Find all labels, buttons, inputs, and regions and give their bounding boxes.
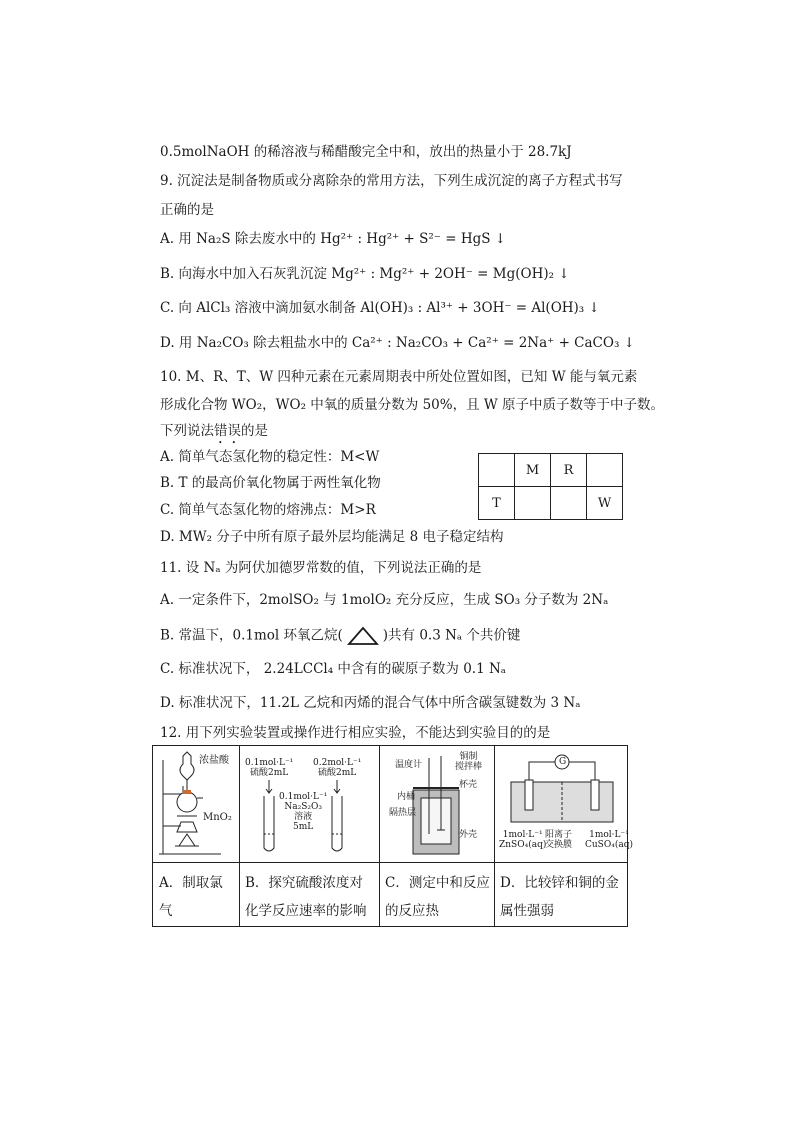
q9-stem-line1: 9. 沉淀法是制备物质或分离除杂的常用方法，下列生成沉淀的离子方程式书写 <box>160 173 623 189</box>
q11-option-d: D. 标准状况下，11.2L 乙烷和丙烯的混合气体中所含碳氢键数为 3 Nₐ <box>160 695 581 711</box>
caption-c: C．测定中和反应的反应热 <box>385 875 490 919</box>
label-lid: 杯壳 <box>459 780 478 790</box>
galvanometer-label: G <box>559 757 567 767</box>
cell <box>587 454 623 487</box>
q11-stem: 11. 设 Nₐ 为阿伏加德罗常数的值，下列说法正确的是 <box>160 560 482 576</box>
chlorine-generator-apparatus-icon <box>157 750 237 860</box>
q11-option-c: C. 标准状况下， 2.24LCCl₄ 中含有的碳原子数为 0.1 Nₐ <box>160 661 506 677</box>
cell <box>515 487 551 520</box>
ethylene-oxide-structure-icon <box>343 624 383 648</box>
q11-option-b: B. 常温下，0.1mol 环氧乙烷( )共有 0.3 Nₐ 个共价键 <box>160 624 520 648</box>
q10-option-b: B. T 的最高价氧化物属于两性氧化物 <box>160 475 381 491</box>
text-line-top: 0.5molNaOH 的稀溶液与稀醋酸完全中和，放出的热量小于 28.7kJ <box>160 144 572 160</box>
label-cuso4: 1mol·L⁻¹ CuSO₄(aq) <box>585 830 633 850</box>
q10-option-c: C. 简单气态氢化物的熔沸点：M>R <box>160 502 376 518</box>
q9-option-a: A. 用 Na₂S 除去废水中的 Hg²⁺ : Hg²⁺ + S²⁻ = HgS ↓ <box>160 231 507 247</box>
periodic-table-fragment <box>478 453 623 520</box>
cell-r: R <box>551 454 587 487</box>
label-stirrer: 铜制 搅拌棒 <box>455 752 483 772</box>
label-mno2: MnO₂ <box>203 812 232 823</box>
q12-stem: 12. 用下列实验装置或操作进行相应实验，不能达到实验目的的是 <box>160 725 551 741</box>
caption-a: A．制取氯气 <box>159 875 223 919</box>
cell-w: W <box>587 487 623 520</box>
caption-b: B．探究硫酸浓度对化学反应速率的影响 <box>245 875 367 919</box>
cell <box>551 487 587 520</box>
label-hcl: 浓盐酸 <box>199 755 229 766</box>
q10-stem-line2: 形成化合物 WO₂，WO₂ 中氧的质量分数为 50%，且 W 原子中质子数等于中子数。 <box>160 397 665 413</box>
q10-stem-line3: 下列说法错误的是 <box>160 423 268 439</box>
label-insulation: 隔热层 <box>389 808 417 818</box>
cell-m: M <box>515 454 551 487</box>
q10-option-d: D. MW₂ 分子中所有原子最外层均能满足 8 电子稳定结构 <box>160 529 504 545</box>
cell-t: T <box>479 487 515 520</box>
experiment-table <box>152 745 633 927</box>
label-acid-right: 0.2mol·L⁻¹ 硫酸2mL <box>313 758 362 778</box>
q10-stem-line1: 10. M、R、T、W 四种元素在元素周期表中所处位置如图，已知 W 能与氧元素 <box>160 369 638 385</box>
q11-option-a: A. 一定条件下，2molSO₂ 与 1molO₂ 充分反应，生成 SO₃ 分子数为 2Nₐ <box>160 592 609 608</box>
caption-d: D．比较锌和铜的金属性强弱 <box>500 875 619 919</box>
label-inner: 内桶 <box>397 792 416 802</box>
label-thermometer: 温度计 <box>395 760 423 770</box>
q9-option-b: B. 向海水中加入石灰乳沉淀 Mg²⁺ : Mg²⁺ + 2OH⁻ = Mg(OH)₂ ↓ <box>160 266 570 282</box>
q9-option-d: D. 用 Na₂CO₃ 除去粗盐水中的 Ca²⁺ : Na₂CO₃ + Ca²⁺ = 2Na⁺ + CaCO₃ ↓ <box>160 335 635 351</box>
q9-option-c: C. 向 AlCl₃ 溶液中滴加氨水制备 Al(OH)₃ : Al³⁺ + 3OH⁻ = Al(OH)₃ ↓ <box>160 300 600 316</box>
label-membrane: 阳离子 交换膜 <box>545 830 573 850</box>
label-thiosulfate: 0.1mol·L⁻¹ Na₂S₂O₃ 溶液 5mL <box>279 792 328 832</box>
q10-option-a: A. 简单气态氢化物的稳定性：M<W <box>160 449 380 465</box>
cell <box>479 454 515 487</box>
label-znso4: 1mol·L⁻¹ ZnSO₄(aq) <box>499 830 547 850</box>
label-acid-left: 0.1mol·L⁻¹ 硫酸2mL <box>245 758 294 778</box>
q9-stem-line2: 正确的是 <box>160 202 214 218</box>
emphasis-word: 错误 <box>214 423 241 439</box>
label-outer: 外壳 <box>459 830 478 840</box>
